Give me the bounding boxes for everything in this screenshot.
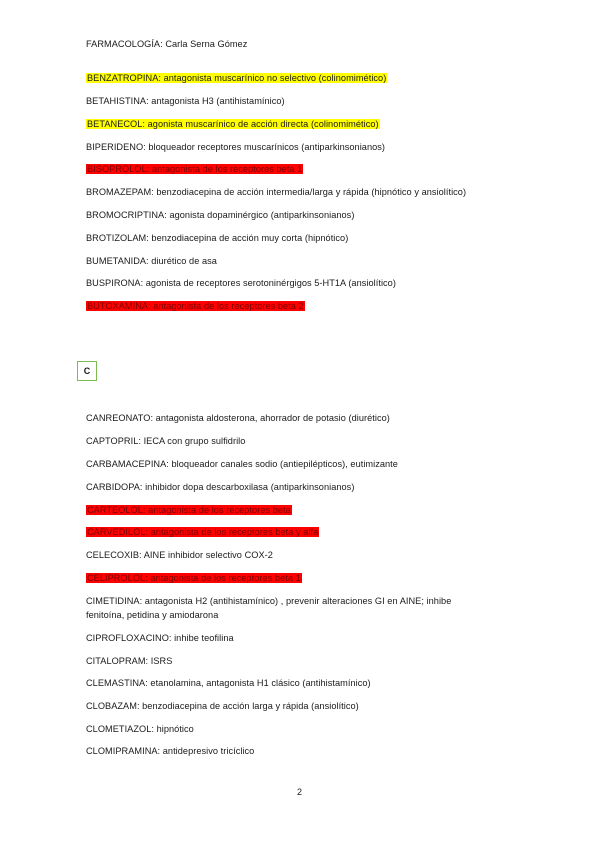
drug-entry (86, 632, 234, 644)
drug-entry-text: BROMOCRIPTINA: agonista dopaminérgico (antiparkinsonianos) (86, 210, 355, 220)
drug-entry-text: CELIPROLOL: antagonista de los receptores beta 1 (87, 573, 301, 583)
drug-entry (86, 549, 273, 561)
drug-entry (86, 572, 302, 584)
drug-entry (86, 118, 380, 130)
drug-entry (86, 300, 305, 312)
drug-entry (86, 232, 348, 244)
page-number: 2 (296, 787, 302, 797)
drug-entry (86, 655, 172, 667)
drug-entry-text: CLEMASTINA: etanolamina, antagonista H1 clásico (antihistamínico) (86, 678, 371, 688)
drug-entry (86, 700, 359, 712)
drug-entry-text: CELECOXIB: AINE inhibidor selectivo COX-2 (86, 550, 273, 560)
section-letter-box: C (77, 361, 97, 381)
drug-entry-text: CLOMETIAZOL: hipnótico (86, 724, 194, 734)
drug-entry-text: BUTOXAMINA: antagonista de los receptores beta 2 (87, 301, 304, 311)
drug-entry-text: CIMETIDINA: antagonista H2 (antihistamínico) , prevenir alteraciones GI en AINE; inhibe (86, 596, 452, 606)
drug-entry-text: CANREONATO: antagonista aldosterona, ahorrador de potasio (diurético) (86, 413, 390, 423)
drug-entry-text: BETAHISTINA: antagonista H3 (antihistamínico) (86, 96, 285, 106)
drug-entry (86, 255, 217, 267)
drug-entry (86, 745, 254, 757)
drug-entry-text: BIPERIDENO: bloqueador receptores muscarínicos (antiparkinsonianos) (86, 142, 386, 152)
drug-entry (86, 526, 319, 538)
drug-entry-text: CAPTOPRIL: IECA con grupo sulfidrilo (86, 436, 246, 446)
drug-entry (86, 412, 390, 424)
drug-entry (86, 481, 354, 493)
drug-entry (86, 595, 451, 607)
drug-entry-text: BISOPROLOL: antagonista de los receptores beta 1 (87, 164, 303, 174)
drug-entry (86, 277, 396, 289)
drug-entry (86, 609, 218, 621)
drug-entry (86, 163, 303, 175)
drug-entry-text: CIPROFLOXACINO: inhibe teofilina (86, 633, 234, 643)
drug-entry (86, 458, 398, 470)
drug-entry (86, 504, 292, 516)
drug-entry-text: CARVEDILOL: antagonista de los receptores beta y alfa (87, 527, 319, 537)
drug-entry-text: CLOMIPRAMINA: antidepresivo tricíclico (86, 746, 255, 756)
drug-entry (86, 435, 245, 447)
drug-entry-text: BETANECOL: agonista muscarínico de acción directa (colinomimético) (87, 119, 379, 129)
drug-entry-text: BROMAZEPAM: benzodiacepina de acción intermedia/larga y rápida (hipnótico y ansiolítico) (86, 187, 467, 197)
drug-entry-text: fenitoína, petidina y amiodarona (86, 610, 219, 620)
drug-entry (86, 677, 371, 689)
drug-entry-text: CLOBAZAM: benzodiacepina de acción larga y rápida (ansiolítico) (86, 701, 359, 711)
drug-entry-text: CARBIDOPA: inhibidor dopa descarboxilasa (antiparkinsonianos) (86, 482, 355, 492)
drug-entry-text: BROTIZOLAM: benzodiacepina de acción muy corta (hipnótico) (86, 233, 349, 243)
drug-entry (86, 95, 285, 107)
drug-entry-text: CARBAMACEPINA: bloqueador canales sodio (antiepilépticos), eutimizante (86, 459, 398, 469)
drug-entry (86, 186, 466, 198)
drug-entry (86, 141, 385, 153)
drug-entry-text: BUMETANIDA: diurético de asa (86, 256, 217, 266)
drug-entry-text: BENZATROPINA: antagonista muscarínico no selectivo (colinomimético) (87, 73, 387, 83)
drug-entry-text: CARTEOLOL: antagonista de los receptores beta (87, 505, 291, 515)
drug-entry-text: BUSPIRONA: agonista de receptores serotoninérgigos 5-HT1A (ansiolítico) (86, 278, 396, 288)
page-header: FARMACOLOGÍA: Carla Serna Gómez (86, 39, 248, 49)
drug-entry (86, 723, 194, 735)
drug-entry-text: CITALOPRAM: ISRS (86, 656, 173, 666)
drug-entry (86, 72, 387, 84)
drug-entry (86, 209, 354, 221)
